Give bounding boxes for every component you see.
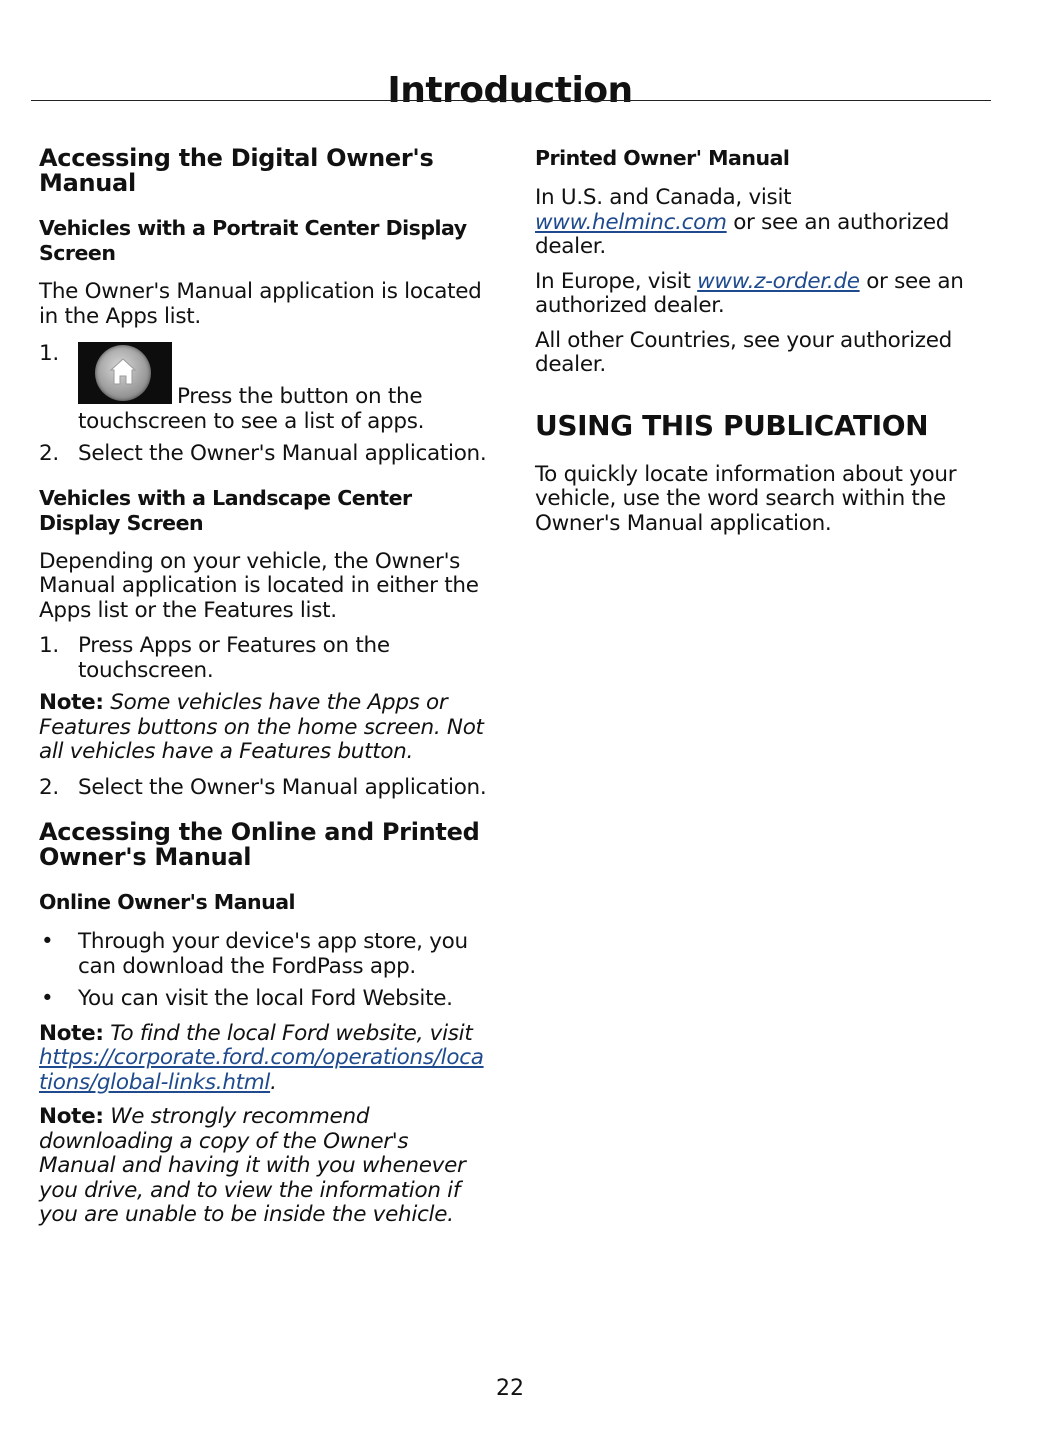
europe-pre: In Europe, visit [535,268,691,294]
step-text: Press Apps or Features on the touchscreen. [78,633,390,683]
online-bullet-1 [39,930,491,979]
portrait-display-heading: Vehicles with a Portrait Center Display Screen [39,216,467,265]
us-canada-text [535,186,987,260]
portrait-step-1 [39,342,491,434]
ford-global-links-link[interactable]: https://corporate.ford.com/operations/locations/global-links.html [39,1045,484,1095]
note-label: Note: [39,1104,104,1129]
online-printed-heading: Accessing the Online and Printed Owner's Manual [39,818,480,871]
landscape-note [39,691,491,765]
landscape-step-1 [39,634,491,683]
right-column [535,146,987,536]
step-text: Press the button on the touchscreen to see a list of apps. [78,384,425,434]
title-divider [31,100,991,101]
step-text: Select the Owner's Manual application. [78,774,487,800]
step-number: 2. [39,774,59,800]
note-text: To find the local Ford website, visit [110,1020,473,1046]
europe-text [535,270,987,319]
online-bullet-2 [39,987,491,1012]
z-order-link[interactable]: www.z-order.de [697,268,860,294]
bullet-marker: • [41,929,54,954]
helminc-link[interactable]: www.helminc.com [535,209,727,235]
digital-manual-heading: Accessing the Digital Owner's Manual [39,144,434,197]
bullet-marker: • [41,986,54,1011]
step-text: Select the Owner's Manual application. [78,441,487,466]
note-label: Note: [39,1020,104,1046]
note-text: We strongly recommend downloading a copy of the Owner's Manual and having it with you whenever you drive, and to view the information if you are unable to be inside the vehicle. [39,1104,466,1227]
note-label: Note: [39,690,104,715]
step-number: 1. [39,341,59,366]
page-title: Introduction [387,70,633,112]
home-button-image [78,342,172,404]
printed-manual-heading: Printed Owner' Manual [535,146,790,170]
recommend-note [39,1105,491,1228]
other-countries-text: All other Countries, see your authorized dealer. [535,327,953,377]
publication-text: To quickly locate information about your vehicle, use the word search within the Owner's Manual application. [535,461,957,536]
landscape-intro: Depending on your vehicle, the Owner's Manual application is located in either the Apps list or the Features list. [39,548,479,623]
portrait-step-2 [39,442,491,467]
note-end: . [270,1069,277,1095]
ford-website-note [39,1022,491,1096]
home-icon [109,357,137,387]
step-number: 1. [39,633,59,658]
europe-post: or see an authorized dealer. [535,268,964,318]
us-canada-post: or see an authorized dealer. [535,209,950,259]
publication-heading: USING THIS PUBLICATION [535,408,929,442]
note-text: Some vehicles have the Apps or Features buttons on the home screen. Not all vehicles have a Features button. [39,690,484,764]
portrait-intro: The Owner's Manual application is located in the Apps list. [39,279,482,329]
left-column [39,146,491,1228]
page-number: 22 [496,1376,524,1401]
online-manual-heading: Online Owner's Manual [39,890,296,914]
step-number: 2. [39,441,59,466]
bullet-text: You can visit the local Ford Website. [78,986,453,1011]
landscape-display-heading: Vehicles with a Landscape Center Display Screen [39,485,412,535]
bullet-text: Through your device's app store, you can download the FordPass app. [78,929,468,979]
us-canada-pre: In U.S. and Canada, visit [535,185,792,210]
landscape-step-2 [39,776,491,801]
